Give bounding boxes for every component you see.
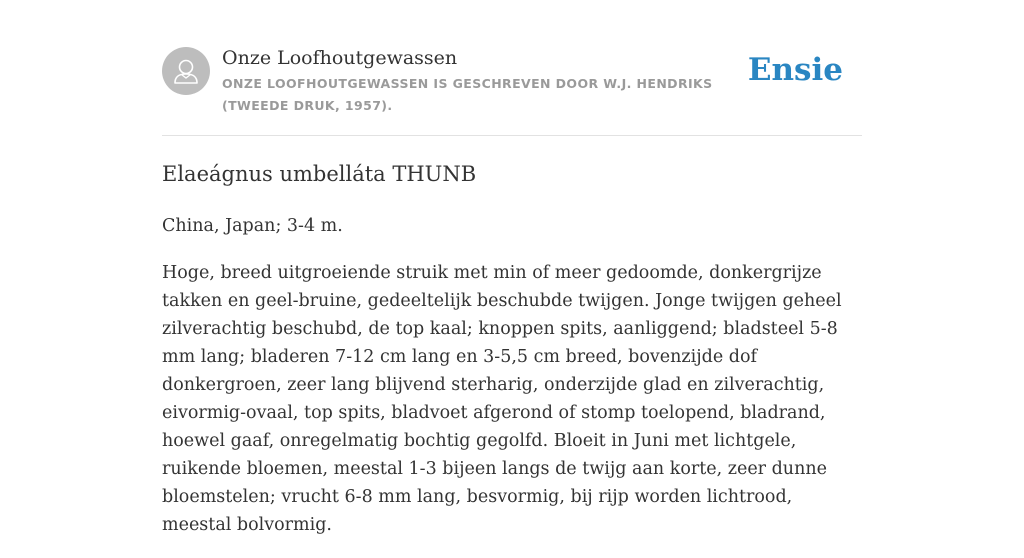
source-title[interactable]: Onze Loofhoutgewassen <box>222 47 458 69</box>
source-info <box>222 45 752 117</box>
brand-logo[interactable]: Ensie <box>747 52 843 88</box>
entry-paragraph: Hoge, breed uitgroeiende struik met min of meer gedoomde, donkergrijze takken en geel-bruine, gedeeltelijk beschubde twijgen. Jonge twijgen geheel zilverachtig beschubd, de top kaal; knoppen spits, aanliggend; bladsteel 5-8 mm lang; bladeren 7-12 cm lang en 3-5,5 cm breed, bovenzijde dof donkergroen, zeer lang blijvend sterharig, onderzijde glad en zilverachtig, eivormig-ovaal, top spits, bladvoet afgerond of stomp toelopend, bladrand, hoewel gaaf, onregelmatig bochtig gegolfd. Bloeit in Juni met lichtgele, ruikende bloemen, meestal 1-3 bijeen langs de twijg aan korte, zeer dunne bloemstelen; vrucht 6-8 mm lang, besvormig, bij rijp worden lichtrood, meestal bolvormig. <box>162 263 842 535</box>
entry-title: Elaeágnus umbelláta THUNB <box>162 162 477 186</box>
user-silhouette-icon <box>162 47 210 95</box>
entry-body <box>162 212 862 558</box>
source-avatar[interactable] <box>162 47 210 95</box>
source-description: ONZE LOOFHOUTGEWASSEN IS GESCHREVEN DOOR W.J. HENDRIKS (TWEEDE DRUK, 1957). <box>222 76 713 113</box>
article-container <box>162 0 862 535</box>
entry-paragraph: China, Japan; 3-4 m. <box>162 216 343 236</box>
source-header <box>162 0 862 136</box>
